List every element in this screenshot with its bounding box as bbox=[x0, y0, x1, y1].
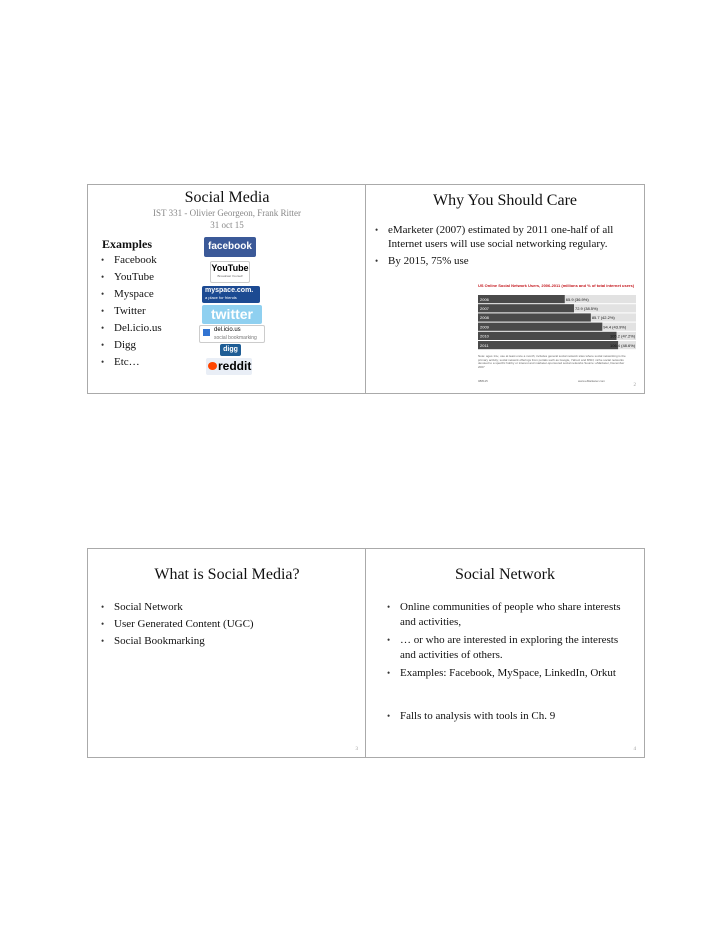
chart-value-label: 106.4 (48.6%) bbox=[610, 342, 636, 348]
chart-bars bbox=[478, 295, 638, 353]
chart-category-label: 2011 bbox=[480, 342, 489, 348]
twitter-logo-text: twitter bbox=[211, 306, 253, 322]
facebook-logo bbox=[204, 237, 256, 257]
list-item: • User Generated Content (UGC) bbox=[101, 617, 254, 631]
slide-why-you-should-care bbox=[365, 184, 645, 394]
delicious-logo bbox=[199, 325, 265, 343]
digg-logo-text: digg bbox=[223, 346, 238, 353]
list-item: • Myspace bbox=[101, 287, 162, 301]
page-number: 2 bbox=[633, 383, 636, 388]
list-item: • YouTube bbox=[101, 270, 162, 284]
myspace-logo-sub: a place for friends bbox=[205, 295, 237, 300]
examples-heading: Examples bbox=[102, 237, 153, 251]
chart-value-label: 105.2 (47.2%) bbox=[610, 333, 636, 339]
slide-title: Social Media bbox=[184, 189, 270, 206]
list-item: • Examples: Facebook, MySpace, LinkedIn, Orkut bbox=[387, 666, 627, 681]
chart-bar bbox=[478, 313, 591, 321]
slide-what-is-social-media bbox=[87, 548, 367, 758]
list-item: • Falls to analysis with tools in Ch. 9 bbox=[387, 709, 627, 723]
facebook-logo-text: facebook bbox=[208, 241, 252, 252]
slide-bullets-last bbox=[387, 709, 627, 723]
chart-footer-right: www.eMarketer.com bbox=[578, 379, 606, 383]
slide-bullets bbox=[101, 600, 254, 648]
chart-category-label: 2006 bbox=[480, 296, 489, 302]
page-number: 4 bbox=[633, 747, 636, 752]
slide-bullets bbox=[387, 600, 627, 681]
list-item: • Social Network bbox=[101, 600, 254, 614]
list-item: • eMarketer (2007) estimated by 2011 one-half of all Internet users will use social networking regulary. bbox=[375, 223, 631, 251]
chart-footer-left: 088115 bbox=[478, 379, 488, 383]
myspace-logo-text: myspace.com. bbox=[205, 287, 254, 294]
list-item: • Online communities of people who share interests and activities, bbox=[387, 600, 627, 630]
list-item: • Etc… bbox=[101, 355, 162, 369]
youtube-logo-sub: Broadcast Yourself bbox=[217, 274, 243, 278]
youtube-logo bbox=[210, 261, 250, 283]
reddit-alien-icon bbox=[208, 362, 217, 370]
list-item: • Social Bookmarking bbox=[101, 634, 254, 648]
slide-title: Why You Should Care bbox=[432, 192, 577, 209]
myspace-logo bbox=[202, 286, 260, 303]
slide-social-network bbox=[365, 548, 645, 758]
youtube-logo-text: YouTube bbox=[211, 263, 249, 273]
chart-category-label: 2010 bbox=[480, 333, 489, 339]
chart-value-label: 65.9 (36.9%) bbox=[565, 296, 589, 302]
chart-title: US Online Social Network Users, 2006-2011 (millions and % of total internet users) bbox=[478, 283, 635, 288]
chart-category-label: 2007 bbox=[480, 306, 489, 311]
chart-category-label: 2009 bbox=[480, 324, 489, 330]
reddit-logo-text: reddit bbox=[218, 359, 252, 373]
chart-bar bbox=[478, 295, 565, 303]
digg-logo bbox=[220, 344, 241, 356]
slide-social-media bbox=[87, 184, 367, 394]
chart-bar bbox=[478, 341, 618, 349]
chart-bar bbox=[478, 304, 574, 312]
delicious-logo-sub: social bookmarking bbox=[214, 335, 257, 341]
twitter-logo bbox=[202, 305, 262, 324]
list-item: • Twitter bbox=[101, 304, 162, 318]
delicious-square-icon bbox=[203, 329, 210, 336]
page-number: 3 bbox=[355, 747, 358, 752]
slide-subtitle: IST 331 - Olivier Georgeon, Frank Ritter bbox=[153, 208, 301, 218]
list-item: • Facebook bbox=[101, 253, 162, 267]
slide-date: 31 oct 15 bbox=[210, 220, 244, 230]
list-item: • By 2015, 75% use bbox=[375, 254, 631, 268]
chart-value-label: 72.9 (38.5%) bbox=[574, 306, 598, 311]
chart-bar bbox=[478, 323, 602, 331]
chart-value-label: 94.4 (43.9%) bbox=[603, 324, 627, 330]
slide-title: Social Network bbox=[455, 566, 555, 583]
list-item: • Del.icio.us bbox=[101, 321, 162, 335]
examples-list bbox=[101, 253, 162, 369]
chart-category-label: 2008 bbox=[480, 315, 489, 321]
emarketer-chart bbox=[478, 283, 638, 383]
reddit-logo bbox=[206, 358, 252, 375]
list-item: • … or who are interested in exploring the interests and activities of others. bbox=[387, 633, 627, 663]
slide-title: What is Social Media? bbox=[154, 566, 300, 583]
chart-value-label: 85.7 (42.2%) bbox=[591, 315, 615, 321]
delicious-logo-text: del.icio.us bbox=[214, 327, 241, 333]
slide-bullets bbox=[375, 223, 631, 268]
chart-note: Note: ages 14+; use at least once a month; includes general social network sites where social networking is the primary activity; social network offerings from portals such as Google, Yahoo! and MSN; niche social networks devoted to a specific hobby or interest and marketer-sponsored social networks Source: eMarketer, December 2007 bbox=[478, 354, 626, 369]
chart-bar bbox=[478, 332, 617, 340]
list-item: • Digg bbox=[101, 338, 162, 352]
